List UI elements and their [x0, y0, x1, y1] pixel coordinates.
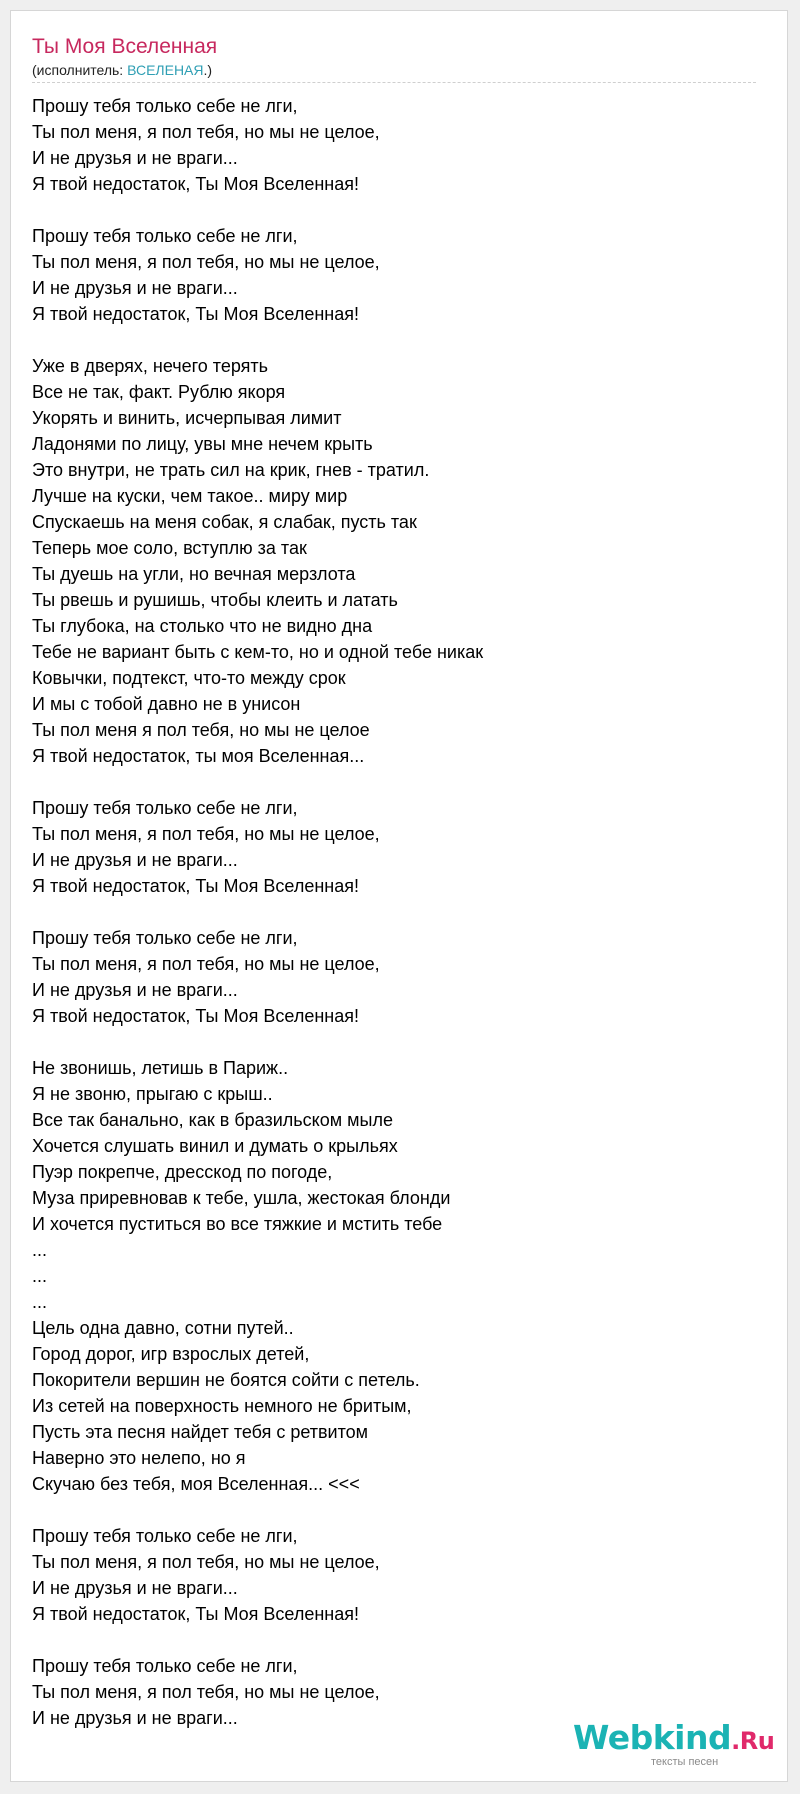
lyric-line: Я твой недостаток, Ты Моя Вселенная! — [32, 1604, 359, 1624]
lyric-line: И не друзья и не враги... — [32, 850, 238, 870]
lyric-line: Все не так, факт. Рублю якоря — [32, 382, 286, 402]
logo-wordmark: Webkind.Ru — [573, 1718, 775, 1757]
lyric-line: Ты пол меня, я пол тебя, но мы не целое, — [32, 1552, 380, 1572]
lyric-line: Город дорог, игр взрослых детей, — [32, 1344, 310, 1364]
lyric-line: И не друзья и не враги... — [32, 148, 238, 168]
lyric-line: Ладонями по лицу, увы мне нечем крыть — [32, 434, 373, 454]
lyric-line: Ты пол меня, я пол тебя, но мы не целое, — [32, 122, 380, 142]
lyric-line: Ты пол меня, я пол тебя, но мы не целое, — [32, 252, 380, 272]
lyric-line: Уже в дверях, нечего терять — [32, 356, 269, 376]
logo-tagline: тексты песен — [651, 1756, 719, 1768]
stanza-break — [32, 197, 732, 223]
stanza-break — [32, 1497, 732, 1523]
artist-suffix: .) — [203, 62, 213, 78]
stanza-break — [32, 327, 732, 353]
lyric-line: И не друзья и не враги... — [32, 980, 238, 1000]
lyric-line: И не друзья и не враги... — [32, 1578, 238, 1598]
lyric-line: Ковычки, подтекст, что-то между срок — [32, 668, 346, 688]
lyric-line: Прошу тебя только себе не лги, — [32, 1656, 298, 1676]
stanza-break — [32, 769, 732, 795]
song-title: Ты Моя Вселенная — [32, 35, 218, 58]
webkind-logo[interactable] — [573, 1720, 773, 1780]
lyric-line: Укорять и винить, исчерпывая лимит — [32, 408, 342, 428]
lyric-line: Это внутри, не трать сил на крик, гнев - тратил. — [32, 460, 430, 480]
lyric-line: И хочется пуститься во все тяжкие и мстить тебе — [32, 1214, 443, 1234]
lyric-line: Не звонишь, летишь в Париж.. — [32, 1058, 289, 1078]
lyric-line: Ты рвешь и рушишь, чтобы клеить и латать — [32, 590, 398, 610]
lyric-line: Ты пол меня, я пол тебя, но мы не целое, — [32, 1682, 380, 1702]
lyric-line: Все так банально, как в бразильском мыле — [32, 1110, 393, 1130]
lyrics-text — [32, 93, 732, 1731]
lyric-line: Пуэр покрепче, дресскод по погоде, — [32, 1162, 333, 1182]
lyric-line: Я твой недостаток, Ты Моя Вселенная! — [32, 1006, 359, 1026]
lyric-line: Покорители вершин не боятся сойти с петель. — [32, 1370, 420, 1390]
lyric-line: Скучаю без тебя, моя Вселенная... <<< — [32, 1474, 360, 1494]
artist-prefix: (исполнитель: — [32, 62, 128, 78]
stanza-break — [32, 1029, 732, 1055]
stanza-break — [32, 1627, 732, 1653]
lyric-line: Хочется слушать винил и думать о крыльях — [32, 1136, 398, 1156]
lyric-line: И не друзья и не враги... — [32, 278, 238, 298]
lyric-line: Прошу тебя только себе не лги, — [32, 798, 298, 818]
lyric-line: Муза приревновав к тебе, ушла, жестокая блонди — [32, 1188, 451, 1208]
artist-link[interactable]: ВСЕЛЕНАЯ — [127, 62, 204, 78]
lyric-line: Наверно это нелепо, но я — [32, 1448, 246, 1468]
lyric-line: Тебе не вариант быть с кем-то, но и одной тебе никак — [32, 642, 484, 662]
lyric-line: Цель одна давно, сотни путей.. — [32, 1318, 294, 1338]
lyric-line: Ты глубока, на столько что не видно дна — [32, 616, 373, 636]
lyric-line: Теперь мое соло, вступлю за так — [32, 538, 307, 558]
lyric-line: Лучше на куски, чем такое.. миру мир — [32, 486, 348, 506]
artist-line — [32, 62, 212, 78]
lyric-line: Пусть эта песня найдет тебя с ретвитом — [32, 1422, 369, 1442]
lyric-line: Ты пол меня, я пол тебя, но мы не целое, — [32, 954, 380, 974]
lyric-line: Из сетей на поверхность немного не бритым, — [32, 1396, 412, 1416]
lyric-line: Ты дуешь на угли, но вечная мерзлота — [32, 564, 356, 584]
lyric-line: Прошу тебя только себе не лги, — [32, 226, 298, 246]
lyric-line: Спускаешь на меня собак, я слабак, пусть так — [32, 512, 417, 532]
lyric-line: ... — [32, 1292, 48, 1312]
lyric-line: ... — [32, 1240, 48, 1260]
lyric-line: Я твой недостаток, Ты Моя Вселенная! — [32, 174, 359, 194]
lyric-line: Я не звоню, прыгаю с крыш.. — [32, 1084, 273, 1104]
lyric-line: Ты пол меня, я пол тебя, но мы не целое, — [32, 824, 380, 844]
lyric-line: И не друзья и не враги... — [32, 1708, 238, 1728]
lyric-line: Я твой недостаток, Ты Моя Вселенная! — [32, 876, 359, 896]
lyric-line: Прошу тебя только себе не лги, — [32, 928, 298, 948]
lyric-line: Я твой недостаток, Ты Моя Вселенная! — [32, 304, 359, 324]
lyric-line: Ты пол меня я пол тебя, но мы не целое — [32, 720, 370, 740]
stanza-break — [32, 899, 732, 925]
lyric-line: Прошу тебя только себе не лги, — [32, 1526, 298, 1546]
lyric-line: Прошу тебя только себе не лги, — [32, 96, 298, 116]
lyric-line: ... — [32, 1266, 48, 1286]
lyric-line: Я твой недостаток, ты моя Вселенная... — [32, 746, 365, 766]
header-divider — [32, 82, 756, 83]
lyric-line: И мы с тобой давно не в унисон — [32, 694, 301, 714]
